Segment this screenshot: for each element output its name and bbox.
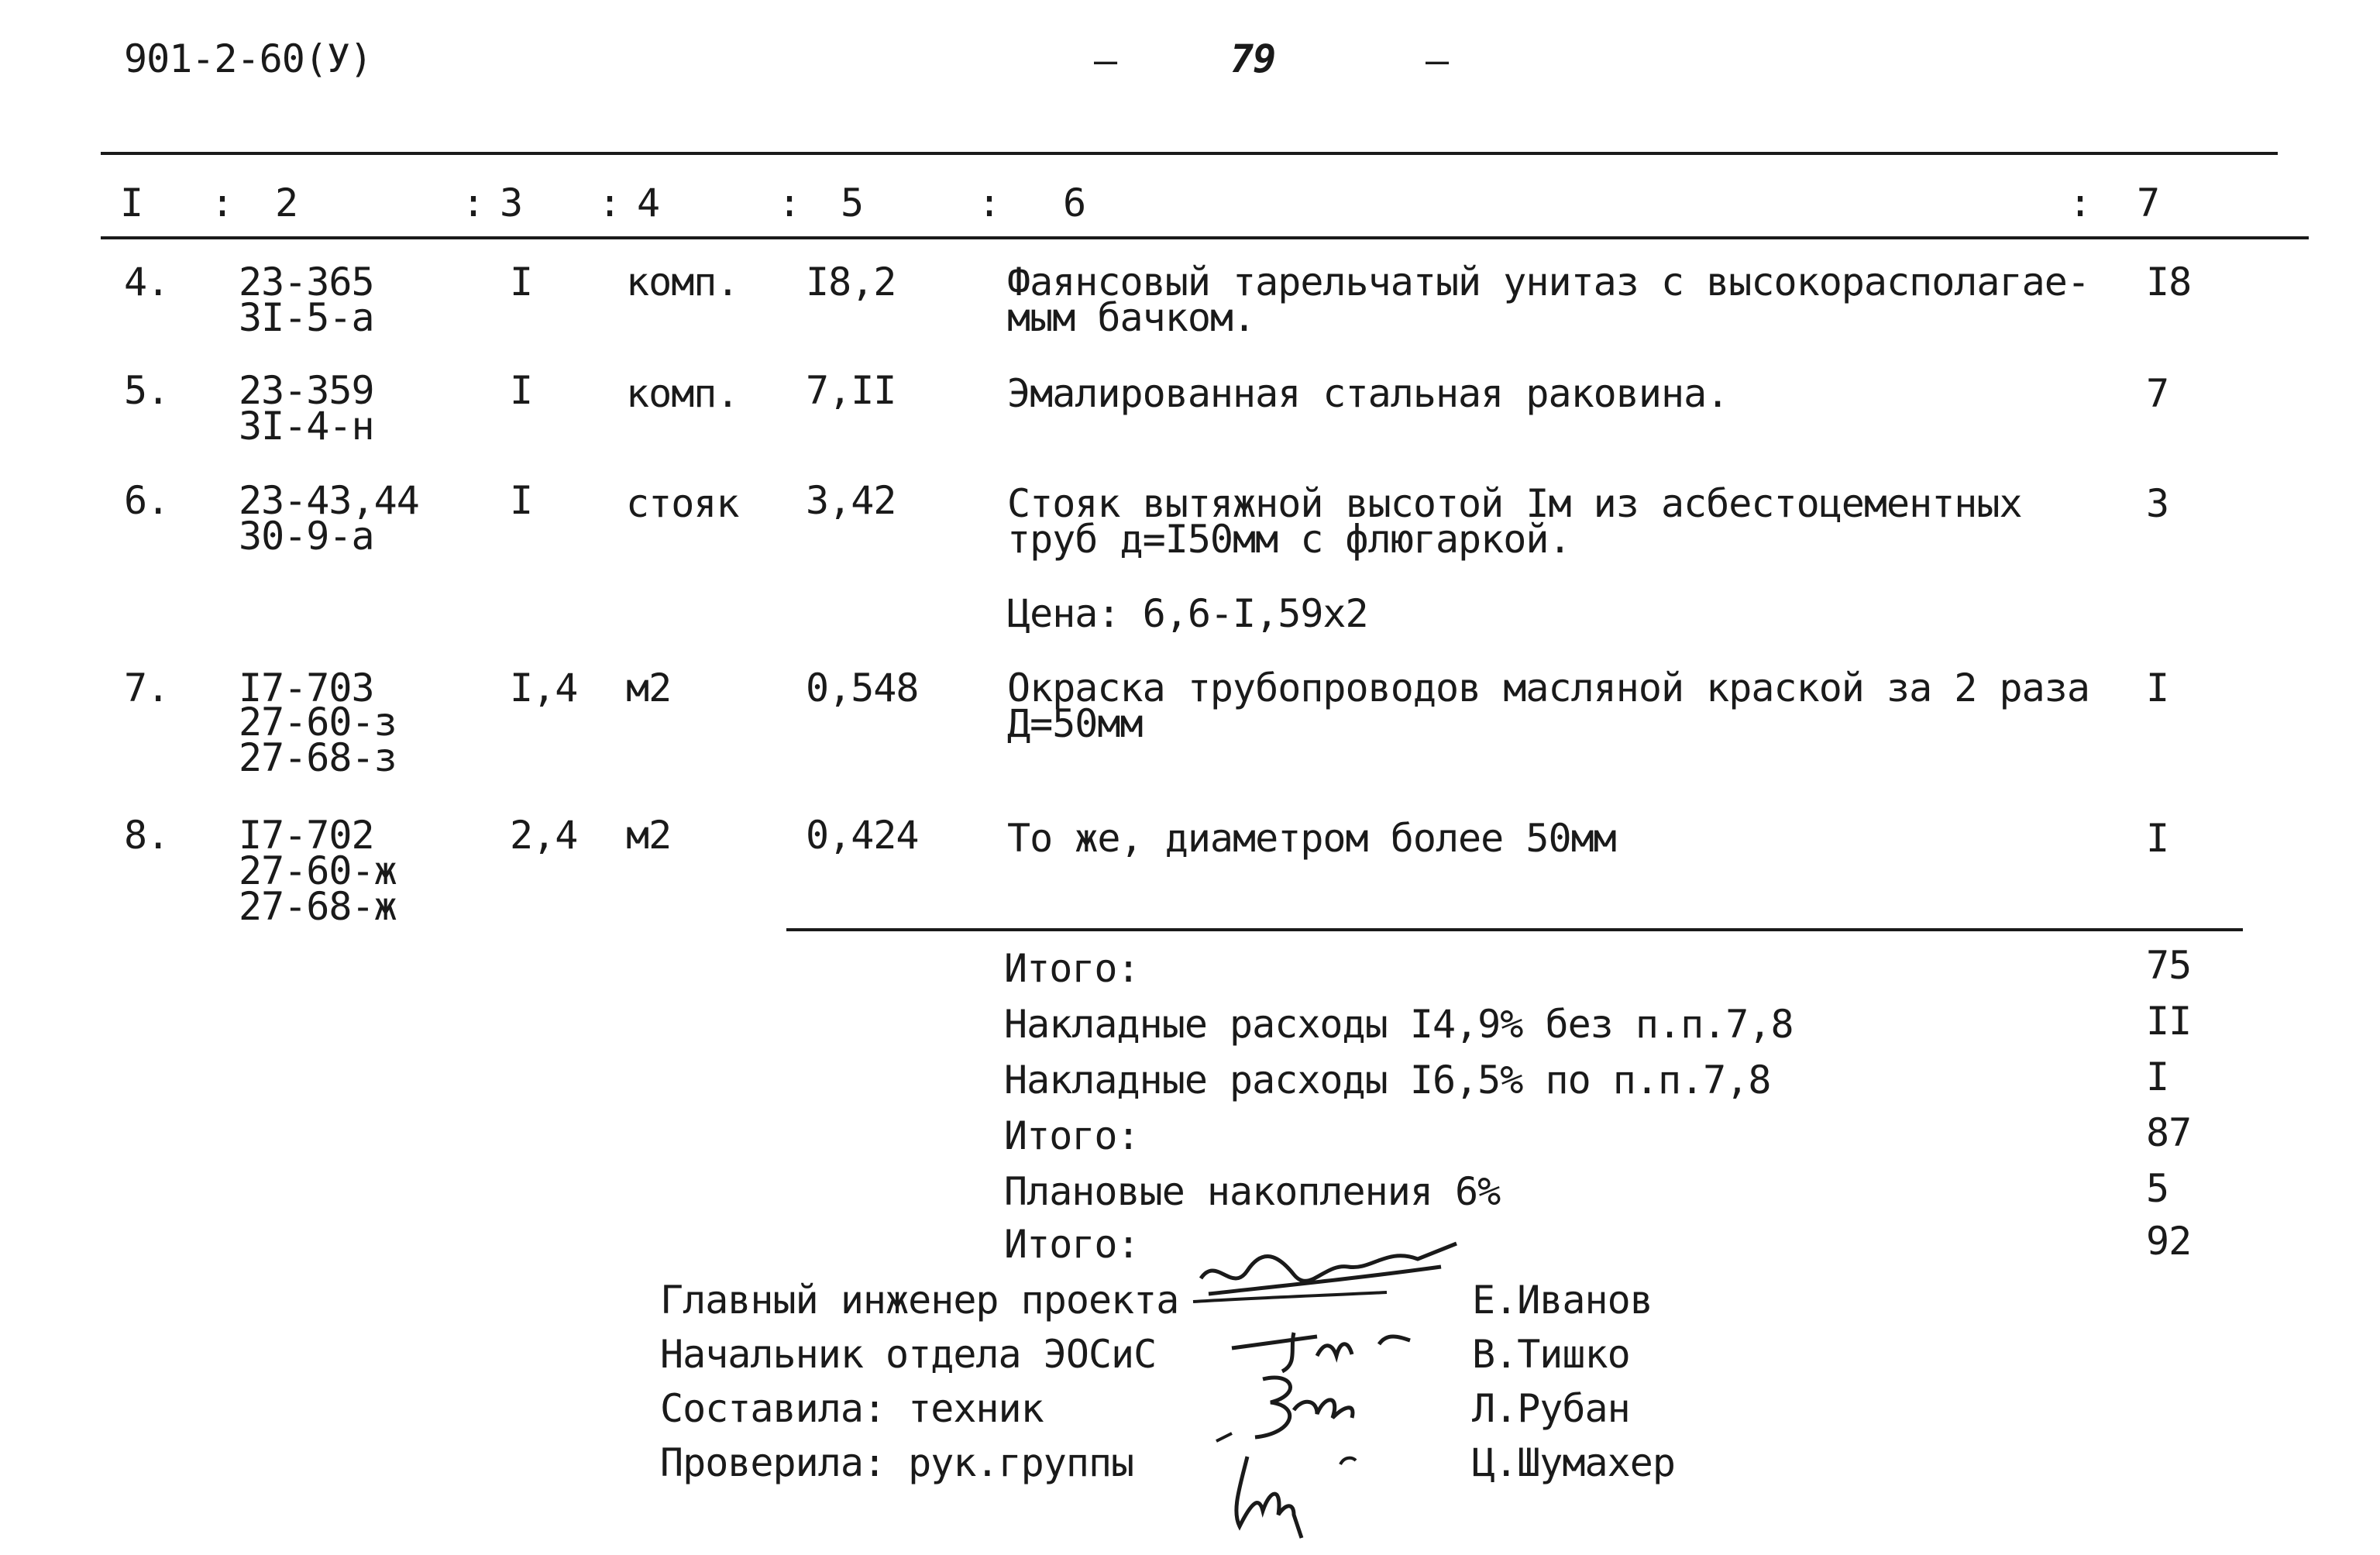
signature-name: В.Тишко <box>1472 1332 1630 1377</box>
description-line: Д=50мм <box>1007 701 1143 746</box>
summary-label: Накладные расходы I4,9% без п.п.7,8 <box>1004 1002 1794 1047</box>
norm-code: I7-703 <box>239 666 374 710</box>
column-number: 4 <box>637 181 660 225</box>
column-number: 2 <box>275 181 298 225</box>
table-header-rule <box>101 236 2309 239</box>
signature-scribble-shumakher <box>1216 1441 1371 1542</box>
quantity: 2,4 <box>510 813 578 858</box>
column-number: 5 <box>841 181 864 225</box>
signature-name: Е.Иванов <box>1472 1278 1653 1323</box>
norm-code: 27-60-ж <box>239 848 397 893</box>
page-number: 79 <box>1230 36 1276 81</box>
row-number: 7. <box>124 666 170 710</box>
document-code: 901-2-60(У) <box>124 36 373 81</box>
unit: комп. <box>626 371 739 416</box>
row-total: I <box>2146 666 2169 710</box>
unit-price: 0,424 <box>806 813 919 858</box>
unit-price: 0,548 <box>806 666 919 710</box>
header-dash-right: – <box>1426 38 1449 83</box>
description-line: Окраска трубопроводов масляной краской за 2 раза <box>1007 666 2089 710</box>
summary-label: Итого: <box>1004 946 1140 991</box>
norm-code: 3I-5-а <box>239 295 374 340</box>
unit: м2 <box>626 813 672 858</box>
norm-code: 3I-4-н <box>239 404 374 449</box>
summary-value: I <box>2146 1054 2169 1099</box>
description-line: мым бачком. <box>1007 295 1256 340</box>
summary-label: Накладные расходы I6,5% по п.п.7,8 <box>1004 1058 1771 1103</box>
signature-role: Начальник отдела ЭОСиС <box>660 1332 1157 1377</box>
signature-role: Проверила: рук.группы <box>660 1440 1134 1485</box>
description-line: То же, диаметром более 50мм <box>1007 816 1616 861</box>
norm-code: 23-359 <box>239 368 374 413</box>
unit-price: I8,2 <box>806 260 896 304</box>
summary-value: 87 <box>2146 1110 2192 1155</box>
header-dash-left: – <box>1094 38 1117 83</box>
summary-value: 92 <box>2146 1219 2192 1264</box>
norm-code: 23-365 <box>239 260 374 304</box>
norm-code: 23-43,44 <box>239 478 419 523</box>
signature-scribble-ivanov <box>1185 1232 1480 1317</box>
signature-role: Составила: техник <box>660 1386 1044 1431</box>
column-separator: : <box>778 181 801 225</box>
row-total: 7 <box>2146 371 2169 416</box>
column-separator: : <box>978 181 1001 225</box>
unit: стояк <box>626 481 739 526</box>
signature-scribble-ruban <box>1209 1364 1379 1449</box>
quantity: I,4 <box>510 666 578 710</box>
row-number: 6. <box>124 478 170 523</box>
row-total: I <box>2146 816 2169 861</box>
row-number: 5. <box>124 368 170 413</box>
column-separator: : <box>2069 181 2092 225</box>
column-separator: : <box>211 181 234 225</box>
row-total: 3 <box>2146 481 2169 526</box>
signature-name: Л.Рубан <box>1472 1386 1630 1431</box>
column-number: 6 <box>1063 181 1086 225</box>
norm-code: I7-702 <box>239 813 374 858</box>
summary-label: Плановые накопления 6% <box>1004 1169 1501 1214</box>
summary-rule <box>786 928 2243 931</box>
summary-value: 5 <box>2146 1166 2169 1211</box>
norm-code: 27-60-з <box>239 700 397 745</box>
unit: комп. <box>626 260 739 304</box>
norm-code: 27-68-з <box>239 735 397 780</box>
signature-name: Ц.Шумахер <box>1472 1440 1675 1485</box>
unit-price: 3,42 <box>806 478 896 523</box>
column-number: 7 <box>2137 181 2160 225</box>
quantity: I <box>510 260 533 304</box>
unit-price: 7,II <box>806 368 896 413</box>
price-note: Цена: 6,6-I,59х2 <box>1007 591 1368 636</box>
description-line: Стояк вытяжной высотой Iм из асбестоцементных <box>1007 481 2022 526</box>
column-separator: : <box>598 181 621 225</box>
description-line: труб д=I50мм с флюгаркой. <box>1007 517 1571 562</box>
summary-label: Итого: <box>1004 1113 1140 1158</box>
summary-value: II <box>2146 999 2192 1044</box>
description-line: Фаянсовый тарельчатый унитаз с высокорасполагае- <box>1007 260 2089 304</box>
table-top-rule <box>101 152 2278 155</box>
quantity: I <box>510 368 533 413</box>
column-number: I <box>120 181 143 225</box>
signature-role: Главный инженер проекта <box>660 1278 1179 1323</box>
norm-code: 27-68-ж <box>239 884 397 929</box>
norm-code: 30-9-а <box>239 514 374 559</box>
row-total: I8 <box>2146 260 2192 304</box>
unit: м2 <box>626 666 672 710</box>
row-number: 8. <box>124 813 170 858</box>
column-separator: : <box>462 181 485 225</box>
description-line: Эмалированная стальная раковина. <box>1007 371 1729 416</box>
summary-value: 75 <box>2146 943 2192 988</box>
column-number: 3 <box>500 181 523 225</box>
summary-label: Итого: <box>1004 1222 1140 1267</box>
quantity: I <box>510 478 533 523</box>
row-number: 4. <box>124 260 170 304</box>
